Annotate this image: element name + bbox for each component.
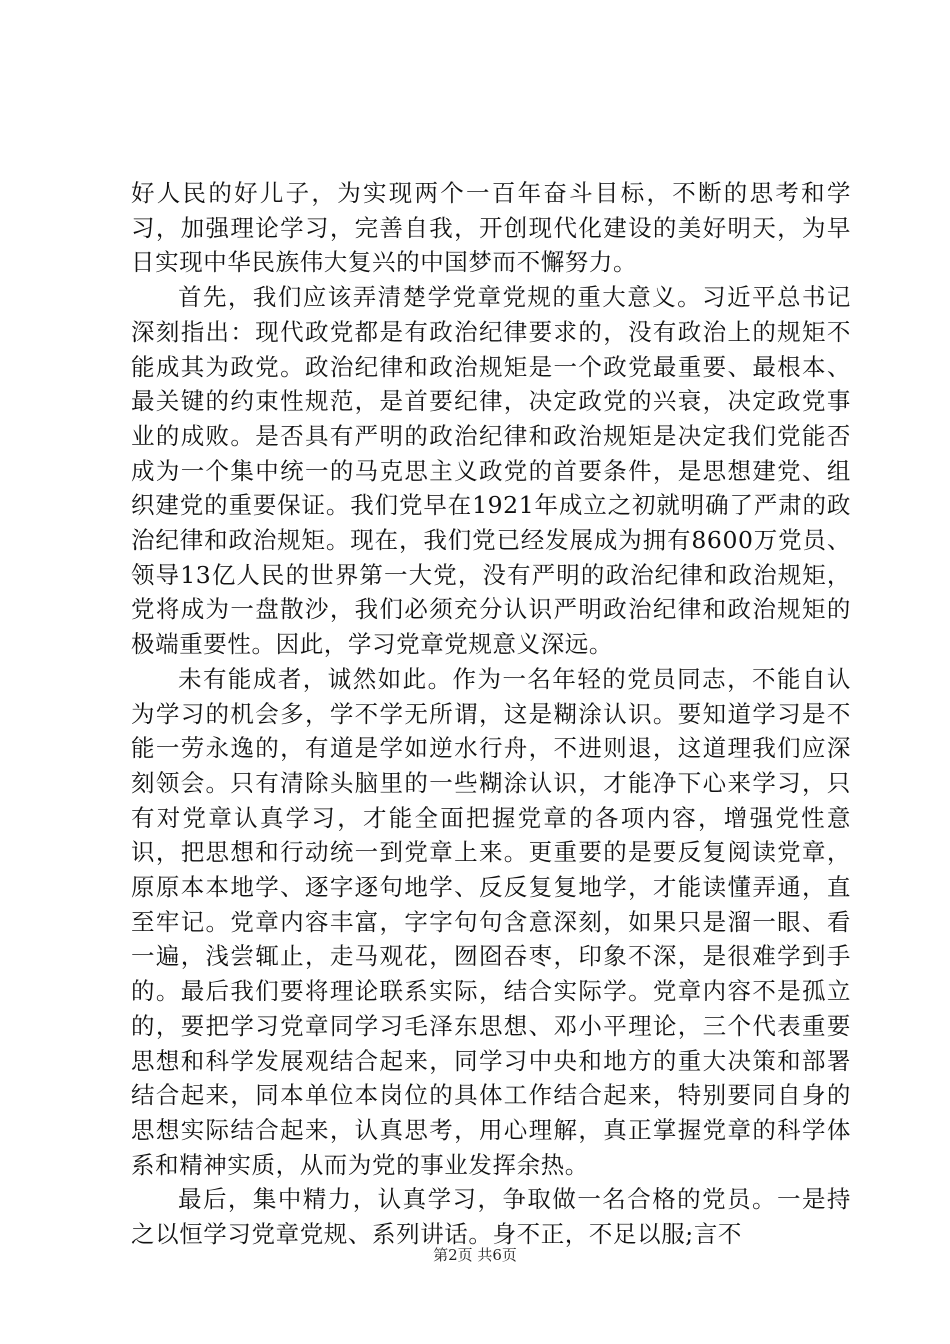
page-number-footer: 第2页 共6页 (433, 1246, 517, 1264)
paragraph-3: 未有能成者，诚然如此。作为一名年轻的党员同志，不能自认为学习的机会多，学不学无所谓，这是糊涂认识。要知道学习是不能一劳永逸的，有道是学如逆水行舟，不进则退，这道理我们应深刻领会。只有清除头脑里的一些糊涂认识，才能净下心来学习，只有对党章认真学习，才能全面把握党章的各项内容，增强党性意识，把思想和行动统一到党章上来。更重要的是要反复阅读党章，原原本本地学、逐字逐句地学、反反复复地学，才能读懂弄通，直至牢记。党章内容丰富，字字句句含意深刻，如果只是溜一眼、看一遍，浅尝辄止，走马观花，囫囵吞枣，印象不深，是很难学到手的。最后我们要将理论联系实际，结合实际学。党章内容不是孤立的，要把学习党章同学习毛泽东思想、邓小平理论，三个代表重要思想和科学发展观结合起来，同学习中央和地方的重大决策和部署结合起来，同本单位本岗位的具体工作结合起来，特别要同自身的思想实际结合起来，认真思考，用心理解，真正掌握党章的科学体系和精神实质，从而为党的事业发挥余热。 (131, 664, 851, 1179)
paragraph-4: 最后，集中精力，认真学习，争取做一名合格的党员。一是持之以恒学习党章党规、系列讲话。身不正，不足以服;言不 (131, 1185, 851, 1249)
document-body (131, 176, 851, 1252)
paragraph-2: 首先，我们应该弄清楚学党章党规的重大意义。习近平总书记深刻指出：现代政党都是有政治纪律要求的，没有政治上的规矩不能成其为政党。政治纪律和政治规矩是一个政党最重要、最根本、最关键的约束性规范，是首要纪律，决定政党的兴衰，决定政党事业的成败。是否具有严明的政治纪律和政治规矩是决定我们党能否成为一个集中统一的马克思主义政党的首要条件，是思想建党、组织建党的重要保证。我们党早在1921年成立之初就明确了严肃的政治纪律和政治规矩。现在，我们党已经发展成为拥有8600万党员、领导13亿人民的世界第一大党，没有严明的政治纪律和政治规矩，党将成为一盘散沙，我们必须充分认识严明政治纪律和政治规矩的极端重要性。因此，学习党章党规意义深远。 (131, 283, 851, 659)
paragraph-1: 好人民的好儿子，为实现两个一百年奋斗目标，不断的思考和学习，加强理论学习，完善自我，开创现代化建设的美好明天，为早日实现中华民族伟大复兴的中国梦而不懈努力。 (131, 179, 851, 277)
